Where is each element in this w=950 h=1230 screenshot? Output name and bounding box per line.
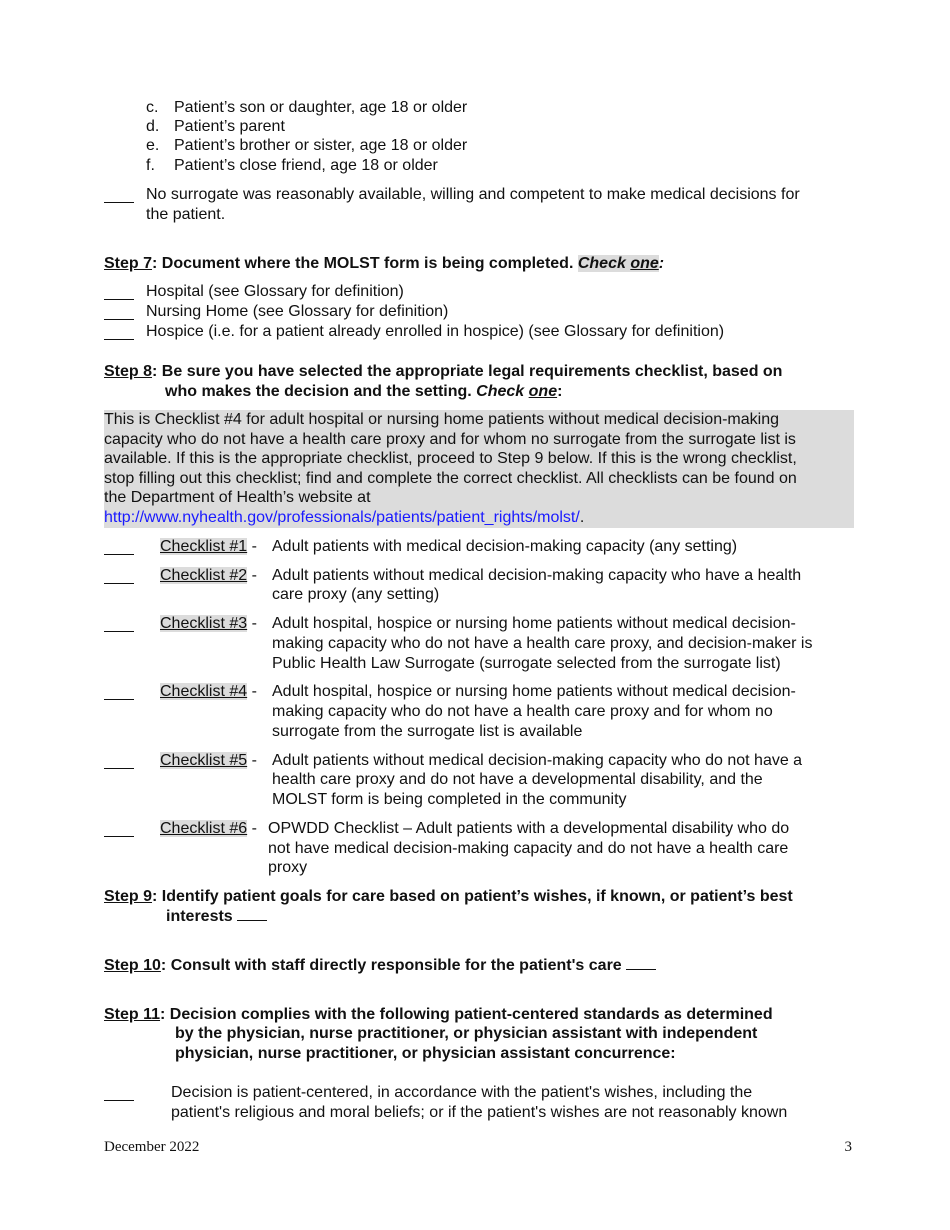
list-marker: e. bbox=[146, 137, 160, 154]
checklist-sep: - bbox=[247, 538, 257, 555]
checkbox-blank[interactable] bbox=[104, 835, 134, 837]
checklist-sep: - bbox=[247, 683, 257, 700]
checklist-name: Checklist #2 bbox=[160, 567, 248, 584]
step11-item-line1: Decision is patient-centered, in accordance with the patient's wishes, including the bbox=[171, 1084, 753, 1101]
list-item-text: Patient’s son or daughter, age 18 or older bbox=[174, 99, 468, 116]
step11-item-line2: patient's religious and moral beliefs; or if the patient's wishes are not reasonably known bbox=[171, 1104, 788, 1121]
checklist-6-desc: not have medical decision-making capacity and do not have a health care bbox=[268, 840, 789, 857]
step8-title: : Be sure you have selected the appropriate legal requirements checklist, based on bbox=[152, 363, 783, 380]
checklist-name: Checklist #6 bbox=[160, 820, 248, 837]
checkbox-blank[interactable] bbox=[104, 1099, 134, 1101]
step8-colon: : bbox=[557, 383, 563, 400]
one-word: one bbox=[528, 383, 558, 400]
check-word: Check bbox=[577, 255, 631, 272]
step7-label: Step 7 bbox=[104, 255, 153, 272]
checklist-sep: - bbox=[247, 615, 257, 632]
checkbox-blank[interactable] bbox=[104, 698, 134, 700]
checklist-sep: - bbox=[247, 752, 257, 769]
step11-label: Step 11 bbox=[104, 1006, 161, 1023]
checklist-1-name bbox=[160, 537, 257, 557]
note-line: the Department of Health’s website at bbox=[104, 489, 371, 506]
checklist-name: Checklist #3 bbox=[160, 615, 248, 632]
checklist-5-desc: MOLST form is being completed in the community bbox=[272, 791, 627, 808]
step7-colon: : bbox=[658, 255, 665, 272]
step8-label: Step 8 bbox=[104, 363, 153, 380]
checklist-5-desc: Adult patients without medical decision-making capacity who do not have a bbox=[272, 752, 803, 769]
list-item-text: Patient’s parent bbox=[174, 118, 285, 135]
step8-check bbox=[476, 383, 557, 400]
checkbox-blank[interactable] bbox=[104, 201, 134, 203]
checklist-5-desc: health care proxy and do not have a developmental disability, and the bbox=[272, 771, 763, 788]
checkbox-blank[interactable] bbox=[104, 318, 134, 320]
list-item bbox=[146, 136, 159, 156]
checklist-name: Checklist #4 bbox=[160, 683, 248, 700]
step11-heading-line1 bbox=[104, 1005, 773, 1025]
checklist-6-desc: OPWDD Checklist – Adult patients with a developmental disability who do bbox=[268, 820, 790, 837]
step9-title-cont: interests bbox=[166, 908, 238, 925]
checklist-2-desc: Adult patients without medical decision-making capacity who have a health bbox=[272, 567, 802, 584]
step9-checkbox-blank[interactable] bbox=[237, 907, 267, 921]
step11-heading-line3: physician, nurse practitioner, or physician assistant concurrence: bbox=[175, 1045, 676, 1062]
step7-heading bbox=[104, 254, 664, 274]
note-link-line bbox=[104, 508, 584, 528]
list-item bbox=[146, 117, 159, 137]
checklist-2-desc: care proxy (any setting) bbox=[272, 586, 440, 603]
checklist-6-desc: proxy bbox=[268, 859, 308, 876]
step8-heading-line2 bbox=[165, 382, 562, 402]
checklist-name: Checklist #5 bbox=[160, 752, 248, 769]
step10-title: : Consult with staff directly responsible for the patient's care bbox=[160, 957, 627, 974]
checklist-sep: - bbox=[247, 820, 257, 837]
step8-heading-line1 bbox=[104, 362, 782, 382]
list-item-text: Patient’s close friend, age 18 or older bbox=[174, 157, 438, 174]
page-number: 3 bbox=[844, 1139, 852, 1155]
list-marker: f. bbox=[146, 157, 155, 174]
step7-option-hospice: Hospice (i.e. for a patient already enrolled in hospice) (see Glossary for definition) bbox=[146, 323, 725, 340]
step11-title: : Decision complies with the following patient-centered standards as determined bbox=[160, 1006, 773, 1023]
checklist-4-desc: Adult hospital, hospice or nursing home patients without medical decision- bbox=[272, 683, 796, 700]
no-surrogate-text-line1: No surrogate was reasonably available, willing and competent to make medical decisions for bbox=[146, 186, 800, 203]
note-line: This is Checklist #4 for adult hospital or nursing home patients without medical decision-making bbox=[104, 411, 779, 428]
checklist-4-name bbox=[160, 682, 257, 702]
step8-title-cont: who makes the decision and the setting. bbox=[165, 383, 477, 400]
step7-option-nursing-home: Nursing Home (see Glossary for definition) bbox=[146, 303, 449, 320]
step10-label: Step 10 bbox=[104, 957, 161, 974]
link-period: . bbox=[579, 509, 585, 526]
step11-heading-line2: by the physician, nurse practitioner, or physician assistant with independent bbox=[175, 1025, 758, 1042]
checklist-sep: - bbox=[247, 567, 257, 584]
list-marker: d. bbox=[146, 118, 160, 135]
one-word: one bbox=[630, 255, 659, 272]
step9-title: : Identify patient goals for care based on patient’s wishes, if known, or patient’s best bbox=[152, 888, 793, 905]
checklist-6-name bbox=[160, 819, 257, 839]
note-line: stop filling out this checklist; find and complete the correct checklist. All checklists can be found on bbox=[104, 470, 797, 487]
checklist-3-desc: making capacity who do not have a health care proxy, and decision-maker is bbox=[272, 635, 813, 652]
checklist-1-desc: Adult patients with medical decision-making capacity (any setting) bbox=[272, 538, 738, 555]
checklist-name: Checklist #1 bbox=[160, 538, 248, 555]
checklist-5-name bbox=[160, 751, 257, 771]
checklist-4-desc: making capacity who do not have a health care proxy and for whom no bbox=[272, 703, 773, 720]
checklist-3-desc: Adult hospital, hospice or nursing home patients without medical decision- bbox=[272, 615, 796, 632]
footer-date: December 2022 bbox=[104, 1139, 200, 1155]
list-marker: c. bbox=[146, 99, 159, 116]
check-word: Check bbox=[476, 383, 529, 400]
step9-heading-line1 bbox=[104, 887, 793, 907]
checkbox-blank[interactable] bbox=[104, 582, 134, 584]
step7-option-hospital: Hospital (see Glossary for definition) bbox=[146, 283, 404, 300]
list-item bbox=[146, 156, 155, 176]
checkbox-blank[interactable] bbox=[104, 338, 134, 340]
checkbox-blank[interactable] bbox=[104, 553, 134, 555]
checklist-4-desc: surrogate from the surrogate list is available bbox=[272, 723, 583, 740]
checklist-2-name bbox=[160, 566, 257, 586]
step10-checkbox-blank[interactable] bbox=[626, 956, 656, 970]
step9-heading-line2 bbox=[166, 907, 267, 927]
step7-title: : Document where the MOLST form is being completed. bbox=[152, 255, 578, 272]
step7-check bbox=[578, 255, 659, 272]
no-surrogate-text-line2: the patient. bbox=[146, 206, 226, 223]
step10-heading bbox=[104, 956, 656, 976]
molst-website-link[interactable]: http://www.nyhealth.gov/professionals/patients/patient_rights/molst/ bbox=[104, 509, 580, 526]
checklist-3-name bbox=[160, 614, 257, 634]
list-item bbox=[146, 98, 158, 118]
checkbox-blank[interactable] bbox=[104, 298, 134, 300]
checklist-3-desc: Public Health Law Surrogate (surrogate selected from the surrogate list) bbox=[272, 655, 781, 672]
list-item-text: Patient’s brother or sister, age 18 or older bbox=[174, 137, 468, 154]
checkbox-blank[interactable] bbox=[104, 767, 134, 769]
note-line: capacity who do not have a health care proxy and for whom no surrogate from the surrogate list is bbox=[104, 431, 796, 448]
checkbox-blank[interactable] bbox=[104, 630, 134, 632]
note-line: available. If this is the appropriate checklist, proceed to Step 9 below. If this is the wrong checklist, bbox=[104, 450, 797, 467]
step9-label: Step 9 bbox=[104, 888, 153, 905]
